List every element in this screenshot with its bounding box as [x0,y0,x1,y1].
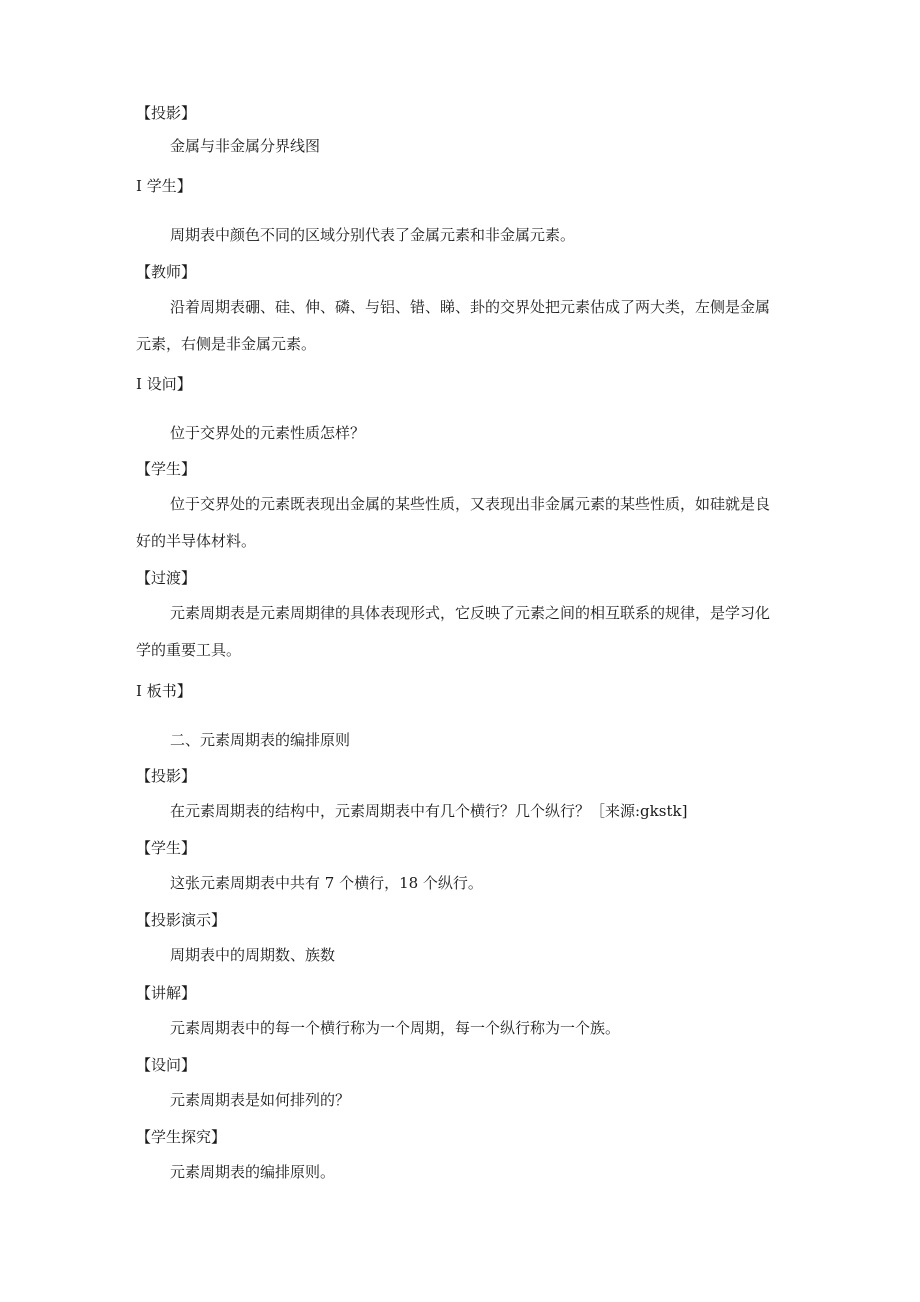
section-label: I 学生】 [136,177,192,195]
section-label: I 设问】 [136,375,192,393]
paragraph-line: 周期表中颜色不同的区域分别代表了金属元素和非金属元素。 [170,226,576,244]
section-label: 【投影演示】 [136,911,227,929]
paragraph-line: 元素，右侧是非金属元素。 [136,335,317,353]
section-label: 【讲解】 [136,984,197,1002]
paragraph-line: 学的重要工具。 [136,641,242,659]
paragraph-line: 元素周期表是元素周期律的具体表现形式，它反映了元素之间的相互联系的规律，是学习化 [170,604,771,622]
paragraph-line: 周期表中的周期数、族数 [170,946,336,964]
section-label: 【设问】 [136,1056,197,1074]
section-label: 【投影】 [136,104,197,122]
paragraph-line: 元素周期表中的每一个横行称为一个周期，每一个纵行称为一个族。 [170,1019,621,1037]
paragraph-line: 二、元素周期表的编排原则 [170,731,351,749]
paragraph-line: 元素周期表的编排原则。 [170,1163,336,1181]
section-label: 【学生探究】 [136,1128,227,1146]
paragraph-line: 好的半导体材料。 [136,532,257,550]
paragraph-line: 在元素周期表的结构中，元素周期表中有几个横行？几个纵行？［来源:gkstk] [170,802,688,820]
paragraph-line: 沿着周期表硼、硅、伸、磷、与铝、错、睇、卦的交界处把元素估成了两大类，左侧是金属 [170,298,771,316]
section-label: 【过渡】 [136,569,197,587]
paragraph-line: 元素周期表是如何排列的？ [170,1091,351,1109]
section-label: 【教师】 [136,263,197,281]
paragraph-line: 金属与非金属分界线图 [170,137,321,155]
paragraph-line: 位于交界处的元素既表现出金属的某些性质，又表现出非金属元素的某些性质，如硅就是良 [170,495,771,513]
paragraph-line: 位于交界处的元素性质怎样？ [170,424,366,442]
section-label: I 板书】 [136,682,192,700]
section-label: 【投影】 [136,767,197,785]
section-label: 【学生】 [136,460,197,478]
paragraph-line: 这张元素周期表中共有 7 个横行，18 个纵行。 [170,874,483,892]
section-label: 【学生】 [136,839,197,857]
